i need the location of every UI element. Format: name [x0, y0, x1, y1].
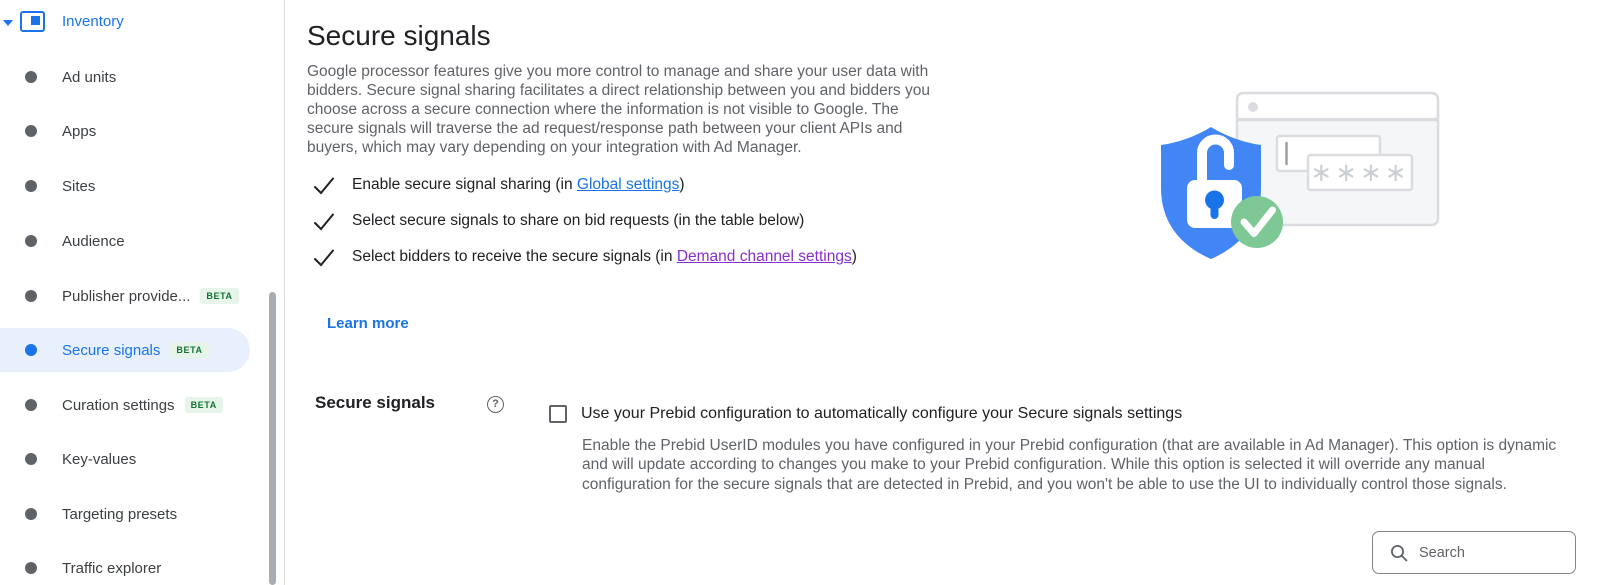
sidebar-header-label[interactable]: Inventory	[62, 13, 124, 30]
checkmark-badge-icon	[1231, 196, 1283, 248]
learn-more-link[interactable]: Learn more	[327, 315, 409, 332]
sidebar-item-traffic-explorer[interactable]: Traffic explorer	[0, 546, 250, 585]
bullet-icon	[25, 235, 37, 247]
bullet-icon	[25, 125, 37, 137]
checkmark-icon	[313, 212, 335, 232]
help-icon[interactable]: ?	[487, 396, 504, 413]
sidebar-item-curation-settings[interactable]: Curation settings BETA	[0, 383, 250, 427]
sidebar-item-ad-units[interactable]: Ad units	[0, 55, 250, 99]
bullet-icon	[25, 562, 37, 574]
search-box	[1372, 531, 1576, 574]
inventory-icon	[20, 11, 45, 32]
sidebar-item-targeting-presets[interactable]: Targeting presets	[0, 492, 250, 536]
demand-channel-settings-link[interactable]: Demand channel settings	[676, 248, 852, 265]
collapse-arrow-icon[interactable]	[3, 20, 13, 26]
beta-badge: BETA	[170, 342, 208, 358]
prebid-checkbox[interactable]	[549, 405, 567, 423]
global-settings-link[interactable]: Global settings	[576, 176, 680, 193]
checklist-item-select-bidders: Select bidders to receive the secure signals (in Demand channel settings)	[313, 248, 857, 284]
prebid-description: Enable the Prebid UserID modules you have configured in your Prebid configuration (that are available in Ad Manager). This option is dynamic and will update according to changes you make to your Prebid configuration. While this option is selected it will override any manual configuration for the secure signals that are detected in Prebid, and you won't be able to use the UI to individually control those signals.	[582, 437, 1557, 493]
sidebar-item-publisher-provided[interactable]: Publisher provide... BETA	[0, 274, 250, 318]
bullet-icon	[25, 71, 37, 83]
sidebar-item-apps[interactable]: Apps	[0, 109, 250, 153]
bullet-icon	[25, 290, 37, 302]
search-input[interactable]	[1419, 545, 1569, 561]
sidebar-scrollbar[interactable]	[269, 292, 276, 585]
checkmark-icon	[313, 176, 335, 196]
intro-paragraph: Google processor features give you more control to manage and share your user data with bidders. Secure signal sharing facilitates a direct relationship between you and bidders you choose across a secure connection where the information is not visible to Google. The secure signals will traverse the ad request/response path between your client APIs and buyers, which may vary depending on your integration with Ad Manager.	[307, 63, 930, 156]
sidebar-header-inventory[interactable]	[0, 0, 260, 44]
bullet-icon	[25, 344, 37, 356]
checkmark-icon	[313, 248, 335, 268]
bullet-icon	[25, 508, 37, 520]
secure-signals-illustration	[1130, 63, 1450, 273]
sidebar-item-audience[interactable]: Audience	[0, 219, 250, 263]
sidebar-item-key-values[interactable]: Key-values	[0, 437, 250, 481]
setup-checklist	[313, 176, 857, 284]
sidebar-item-sites[interactable]: Sites	[0, 164, 250, 208]
sidebar-item-secure-signals[interactable]: Secure signals BETA	[0, 328, 250, 372]
page-title: Secure signals	[307, 20, 491, 51]
checklist-item-enable-sharing: Enable secure signal sharing (in Global settings)	[313, 176, 857, 212]
section-label-secure-signals: Secure signals	[315, 393, 436, 412]
main-content	[285, 0, 1600, 585]
window-dot-icon	[1248, 102, 1258, 112]
inventory-sidebar	[0, 0, 284, 585]
prebid-checkbox-label[interactable]: Use your Prebid configuration to automatically configure your Secure signals settings	[581, 405, 1183, 422]
checklist-item-select-signals: Select secure signals to share on bid requests (in the table below)	[313, 212, 857, 248]
beta-badge: BETA	[185, 397, 223, 413]
asterisks: ∗∗∗∗	[1310, 158, 1410, 188]
bullet-icon	[25, 180, 37, 192]
bullet-icon	[25, 453, 37, 465]
search-icon	[1390, 544, 1408, 562]
beta-badge: BETA	[200, 288, 238, 304]
password-field-icon	[1308, 155, 1412, 190]
bullet-icon	[25, 399, 37, 411]
